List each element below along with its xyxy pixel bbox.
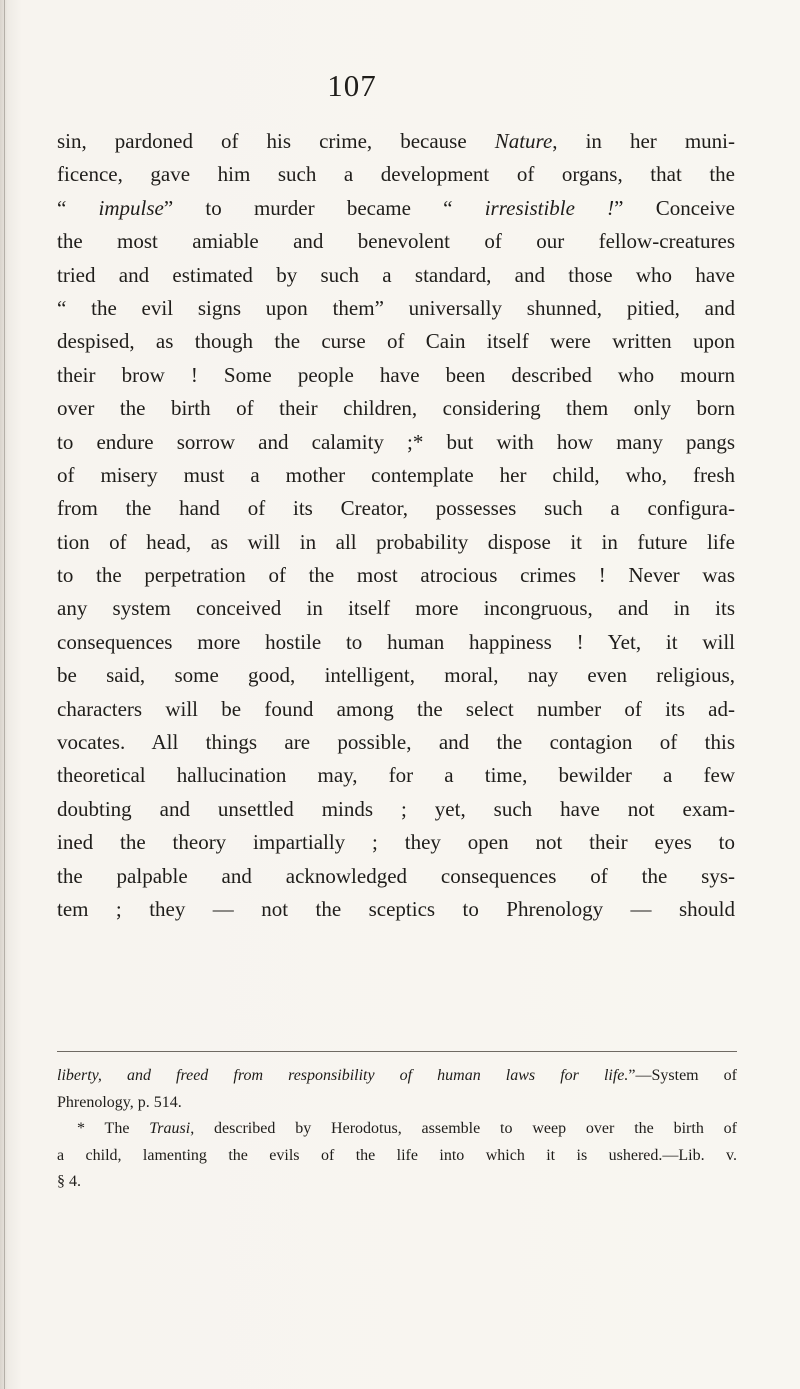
footnote-line (57, 1169, 737, 1196)
body-line (57, 526, 735, 559)
footnote-line (57, 1090, 737, 1117)
body-line (57, 426, 735, 459)
body-text: theoretical hallucination may, for a time, bewilder a few (57, 763, 735, 788)
body-line (57, 492, 735, 525)
body-line (57, 592, 735, 625)
footnote-text: , described by Herodotus, assemble to weep over the birth of (190, 1120, 737, 1137)
body-text: ficence, gave him such a development of organs, that the (57, 162, 735, 187)
body-line (57, 893, 735, 926)
body-line (57, 459, 735, 492)
footnote-italic-text: liberty, and freed from responsibility of human laws for life. (57, 1067, 629, 1084)
footnote-line (57, 1063, 737, 1090)
footnote-text: § 4. (57, 1173, 81, 1190)
body-line (57, 860, 735, 893)
body-line (57, 225, 735, 258)
body-text: the most amiable and benevolent of our fellow-creatures (57, 229, 735, 254)
footnotes-block (57, 1063, 737, 1196)
body-text: the palpable and acknowledged consequences of the sys- (57, 863, 735, 888)
body-line (57, 726, 735, 759)
body-line (57, 693, 735, 726)
footnote-text: Phrenology, p. 514. (57, 1093, 182, 1111)
footnote-text: ”—System of (628, 1067, 738, 1084)
body-text: their brow ! Some people have been described who mourn (57, 362, 735, 387)
footnote-line (57, 1143, 737, 1170)
body-text: characters will be found among the select number of its ad- (57, 696, 735, 721)
body-text: any system conceived in itself more incongruous, and in its (57, 596, 735, 621)
body-text: tion of head, as will in all probability dispose it in future life (57, 529, 735, 554)
main-text-block (57, 125, 735, 926)
body-text: sin, pardoned of his crime, because (57, 129, 495, 153)
body-text: over the birth of their children, considering them only born (57, 396, 735, 421)
body-text: to endure sorrow and calamity ;* but with how many pangs (57, 429, 735, 454)
page-gutter-edge (4, 0, 5, 1389)
body-line (57, 559, 735, 592)
footnote-italic-text: Trausi (149, 1120, 191, 1137)
body-text: consequences more hostile to human happiness ! Yet, it will (57, 629, 735, 654)
body-line (57, 826, 735, 859)
body-text: “ the evil signs upon them” universally shunned, pitied, and (57, 295, 735, 320)
body-text: be said, some good, intelligent, moral, nay even religious, (57, 663, 735, 688)
body-line (57, 759, 735, 792)
body-text: vocates. All things are possible, and the contagion of this (57, 730, 735, 755)
footnote-text: a child, lamenting the evils of the life into which it is ushered.—Lib. v. (57, 1146, 737, 1164)
body-text: from the hand of its Creator, possesses such a configura- (57, 496, 735, 521)
body-text: ” to murder became “ (163, 195, 485, 220)
body-text: of misery must a mother contemplate her child, who, fresh (57, 462, 735, 487)
page-number: 107 (327, 68, 377, 103)
body-text: ” Conceive (614, 195, 735, 220)
body-line (57, 659, 735, 692)
body-line (57, 125, 735, 158)
body-text: “ (57, 195, 99, 220)
body-text: tem ; they — not the sceptics to Phrenology — should (57, 896, 735, 921)
body-text: doubting and unsettled minds ; yet, such have not exam- (57, 796, 735, 821)
body-italic-text: Nature (494, 129, 553, 153)
footnote-rule (57, 1051, 737, 1052)
body-text: tried and estimated by such a standard, and those who have (57, 262, 735, 287)
body-line (57, 392, 735, 425)
body-line (57, 292, 735, 325)
body-line (57, 158, 735, 191)
body-text: , in her muni- (552, 129, 735, 153)
body-line (57, 359, 735, 392)
body-line (57, 192, 735, 225)
footnote-line (57, 1116, 737, 1143)
body-text: to the perpetration of the most atrocious crimes ! Never was (57, 563, 735, 588)
footnote-text: * The (77, 1120, 150, 1137)
body-italic-text: impulse (98, 195, 164, 220)
body-line (57, 793, 735, 826)
body-line (57, 626, 735, 659)
body-line (57, 259, 735, 292)
body-italic-text: irresistible ! (484, 195, 615, 220)
body-text: ined the theory impartially ; they open not their eyes to (57, 830, 735, 855)
body-line (57, 325, 735, 358)
body-text: despised, as though the curse of Cain itself were written upon (57, 329, 735, 354)
